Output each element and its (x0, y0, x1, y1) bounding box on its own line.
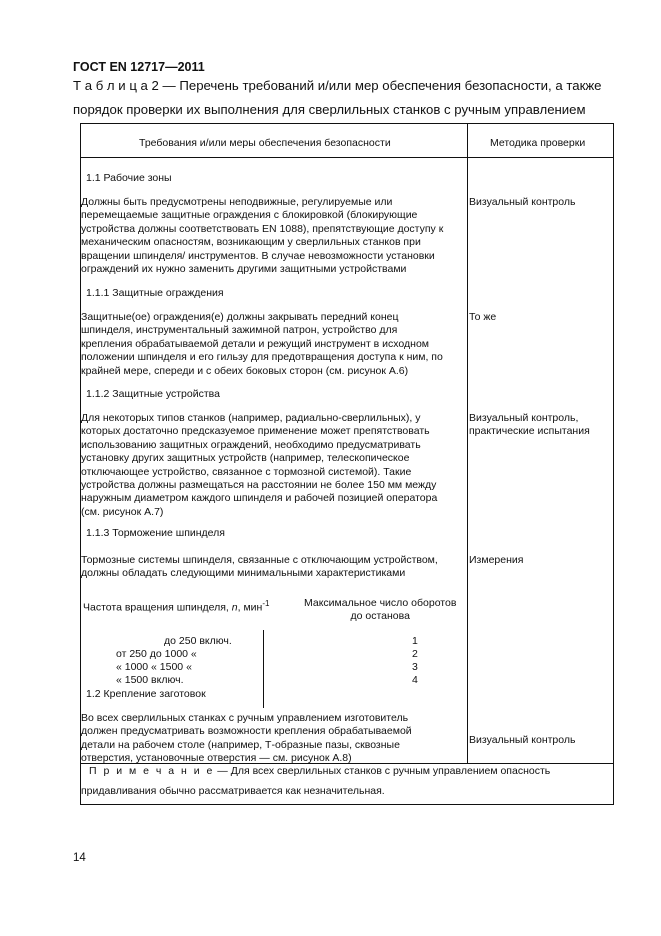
page-number: 14 (73, 852, 86, 864)
text-1-1: Должны быть предусмотрены неподвижные, регулируемые или перемещаемые защитные ограждения с блокировкой (блокирующие устройства должны соответствовать EN 1088), препятствующие доступу к механическим опасностям, возникающим у сверлильных станков при вращении шпинделя/ инструментов. В случае невозможности установки ограждений их нужно заменить другими защитными устройствами (81, 196, 444, 276)
turns-row-1: 1 (412, 635, 418, 647)
turns-row-2: 2 (412, 648, 418, 660)
text-1-1-3: Тормозные системы шпинделя, связанные с отключающим устройством, должны обладать следующими минимальными характеристиками (81, 554, 438, 580)
col-header-method: Методика проверки (490, 137, 586, 149)
text-1-1-2: Для некоторых типов станков (например, радиально-сверлильных), у которых достаточно предсказуемое применение может препятствовать использованию защитных ограждений, необходимо предусматривать установку других защитных устройств (например, телескопическое отключающее устройство, связанное с тормозной системой). Такие устройства должны размещаться на расстоянии не более 150 мм между наружным диаметром каждого шпинделя и рабочей позицией оператора (см. рисунок А.7) (81, 412, 438, 518)
method-1-1: Визуальный контроль (469, 196, 576, 208)
method-1-1-2: Визуальный контроль, практические испытания (469, 412, 590, 438)
col-header-requirements: Требования и/или меры обеспечения безопасности (139, 137, 391, 149)
heading-1-2: 1.2 Крепление заготовок (86, 688, 206, 700)
turns-row-4: 4 (412, 674, 418, 686)
text-1-2: Во всех сверлильных станках с ручным управлением изготовитель должен предусматривать возможности крепления обрабатываемой детали на рабочем столе (например, Т-образные пазы, сквозные отверстия, установочные отверстия — см. рисунок А.8) (81, 712, 412, 765)
subtable-col-header-speed: Частота вращения шпинделя, n, мин$^{-1}$ (83, 599, 270, 614)
table-caption-text: — Перечень требований и/или мер обеспечения безопасности, а также (158, 78, 602, 93)
subtable-col-header-turns: Максимальное число оборотов до останова (304, 597, 457, 623)
subtable-divider (263, 630, 264, 708)
speed-row-3: « 1000 « 1500 « (116, 661, 192, 673)
table-caption-line2: порядок проверки их выполнения для сверлильных станков с ручным управлением (73, 102, 586, 117)
speed-row-4: « 1500 включ. (116, 674, 184, 686)
heading-1-1: 1.1 Рабочие зоны (86, 172, 172, 184)
method-1-1-3: Измерения (469, 554, 524, 566)
table-caption-line1 (73, 78, 602, 93)
speed-row-1: до 250 включ. (164, 635, 232, 647)
column-divider (467, 123, 468, 763)
heading-1-1-3: 1.1.3 Торможение шпинделя (86, 527, 225, 539)
heading-1-1-1: 1.1.1 Защитные ограждения (86, 287, 224, 299)
note-text: — Для всех сверлильных станков с ручным управлением опасность (214, 765, 551, 777)
note-line2: придавливания обычно рассматривается как незначительная. (81, 785, 385, 797)
text-1-1-1: Защитные(ое) ограждения(е) должны закрывать передний конец шпинделя, инструментальный зажимной патрон, устройство для крепления обрабатываемой детали и режущий инструмент в исходном положении шпинделя и его гильзу для предотвращения доступа к ним, по крайней мере, спереди и с обеих боковых сторон (см. рисунок А.6) (81, 311, 443, 377)
note-line1 (89, 765, 550, 778)
method-1-1-1: То же (469, 311, 497, 323)
header-divider (80, 157, 614, 158)
note-label: П р и м е ч а н и е (89, 765, 215, 777)
standard-code: ГОСТ EN 12717—2011 (73, 60, 205, 74)
speed-row-2: от 250 до 1000 « (116, 648, 197, 660)
turns-row-3: 3 (412, 661, 418, 673)
table-label: Т а б л и ц а 2 (73, 78, 159, 93)
heading-1-1-2: 1.1.2 Защитные устройства (86, 388, 220, 400)
method-1-2: Визуальный контроль (469, 734, 576, 746)
